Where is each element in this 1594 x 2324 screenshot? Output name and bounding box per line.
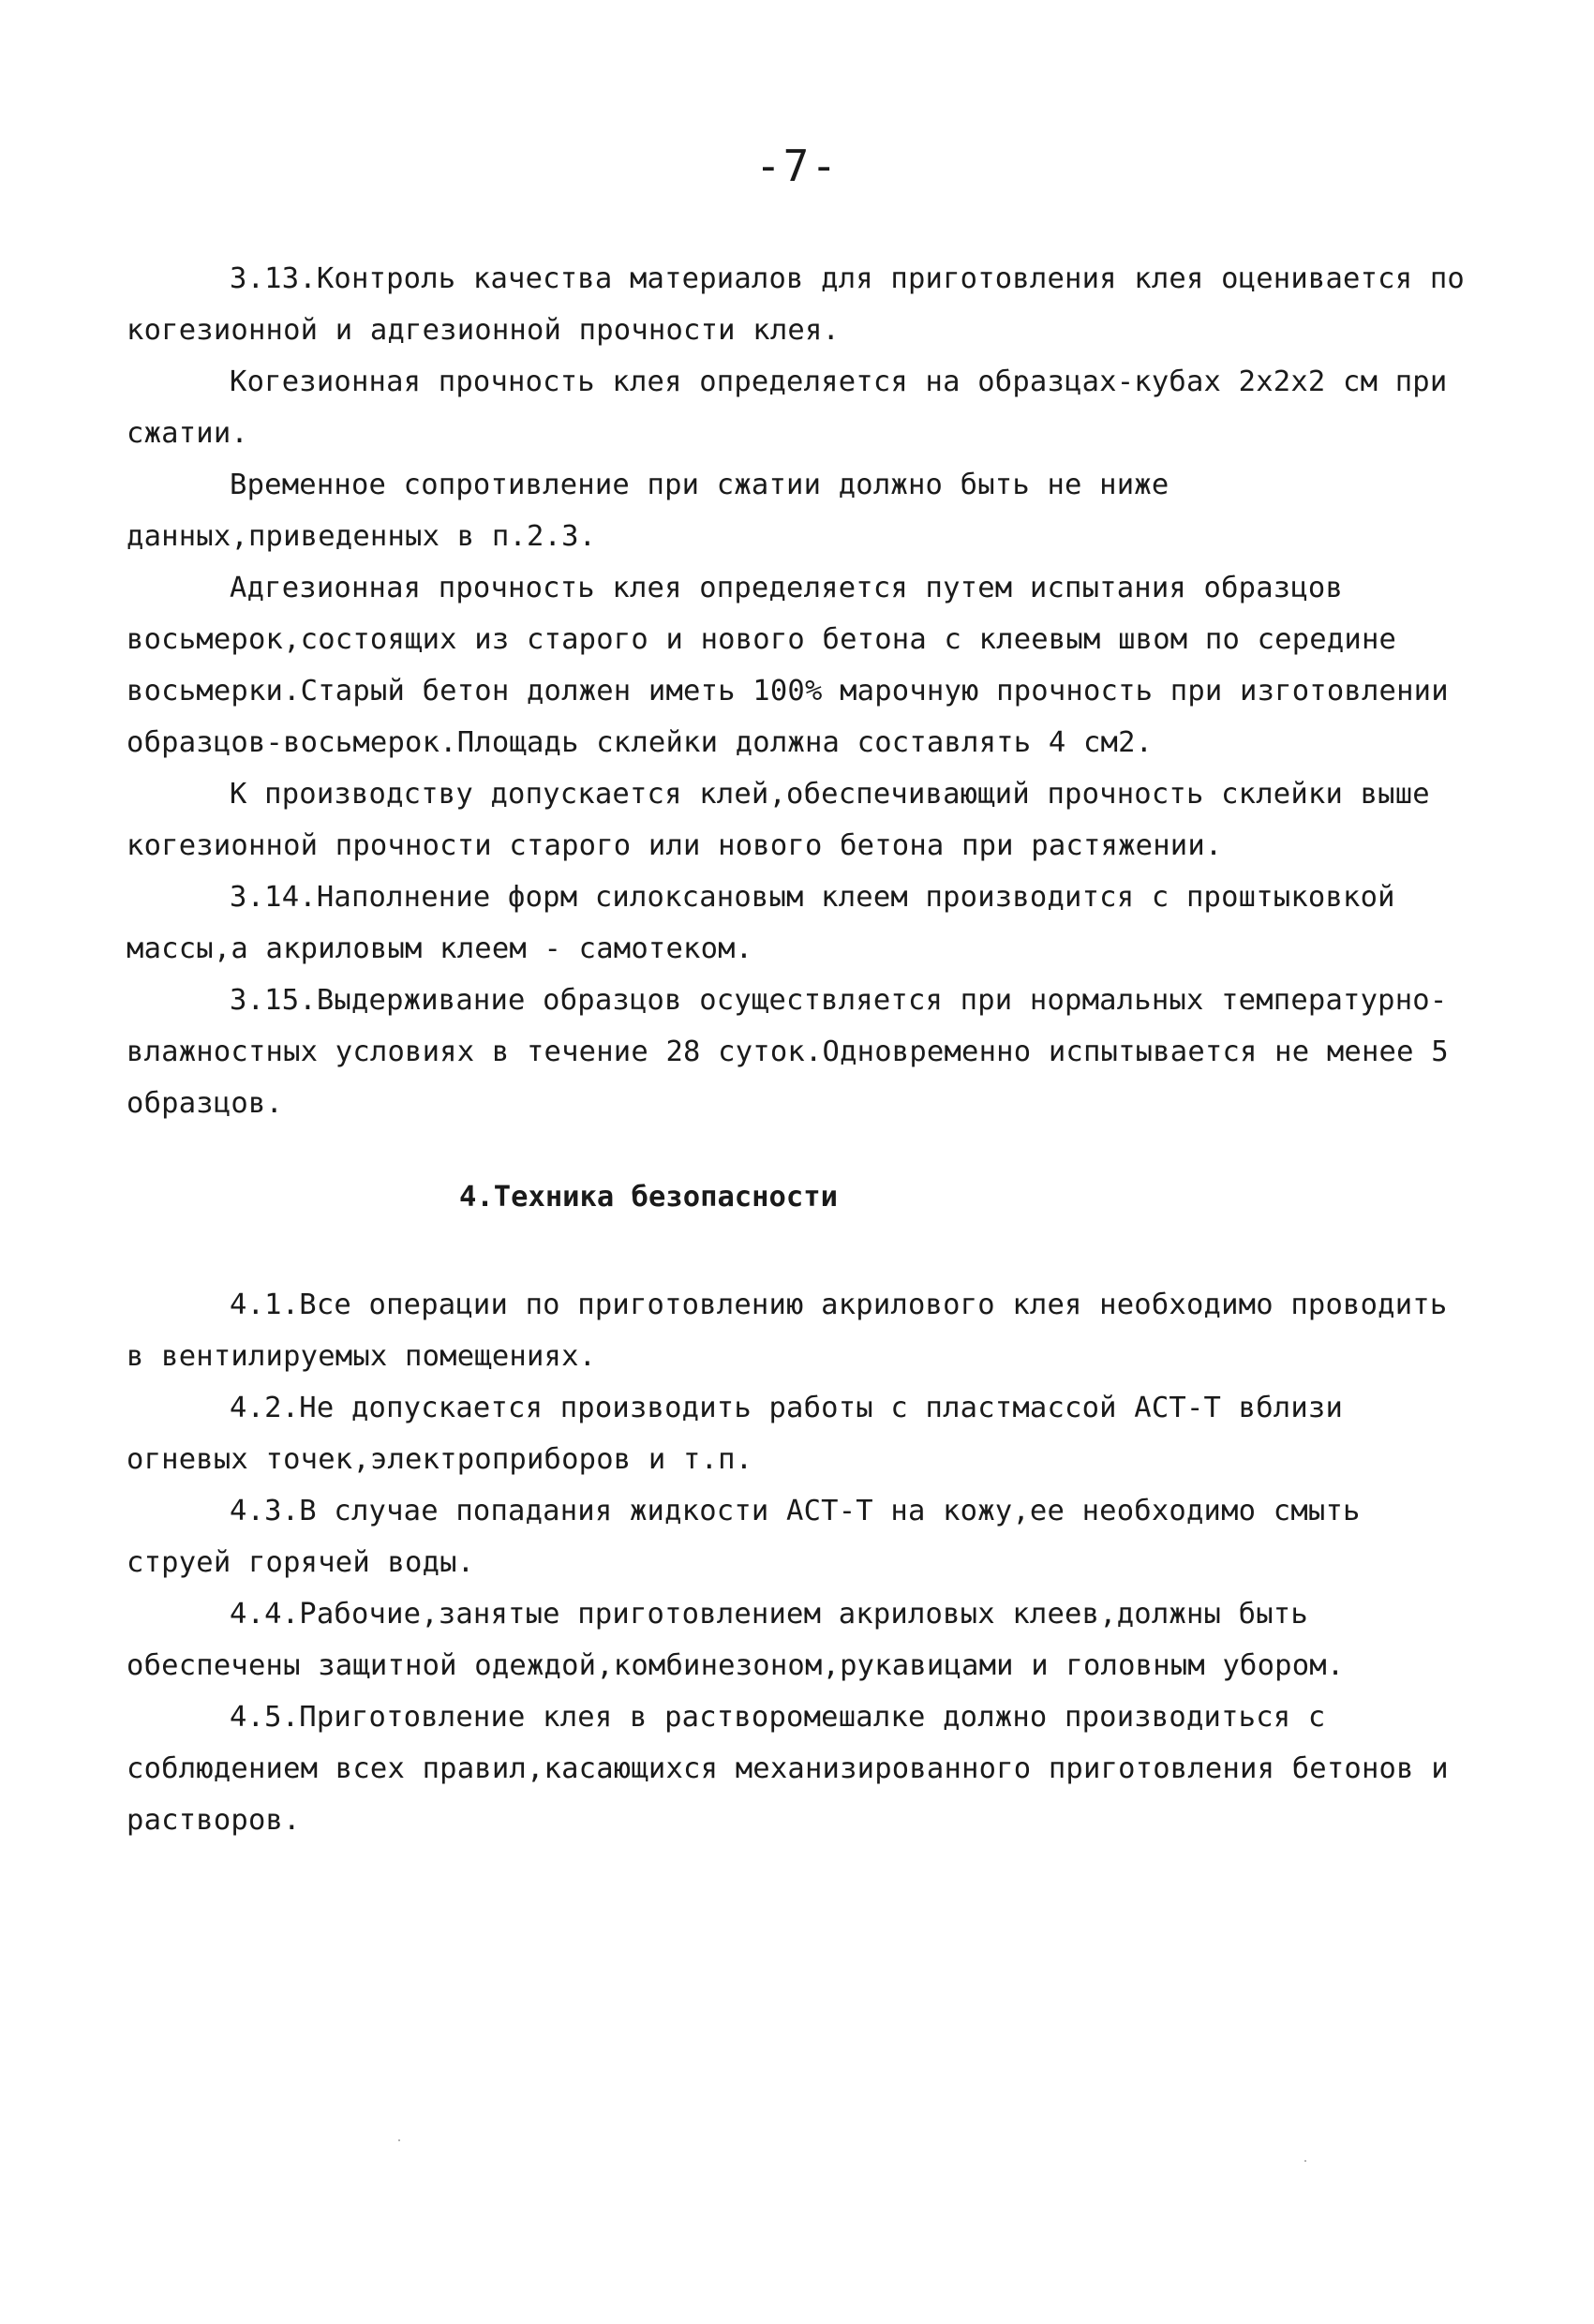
scan-speck — [1304, 2160, 1306, 2162]
paragraph-cohesive-strength: Когезионная прочность клея определяется на образцах-кубах 2x2x2 см при сжатии. — [127, 365, 1448, 450]
paragraph-4-1: 4.1.Все операции по приготовлению акрилового клея необходимо проводить в вентилируемых помещениях. — [127, 1289, 1448, 1373]
paragraph-4-4: 4.4.Рабочие,занятые приготовлением акриловых клеев,должны быть обеспечены защитной одеждой,комбинезоном,рукавицами и головным убором. — [127, 1598, 1345, 1682]
section-heading-safety: 4.Техника безопасности — [459, 1181, 838, 1214]
document-body — [127, 253, 1476, 1846]
paragraph-production-admission: К производству допускается клей,обеспечивающий прочность склейки выше когезионной прочности старого или нового бетона при растяжении. — [127, 778, 1430, 862]
paragraph-4-3: 4.3.В случае попадания жидкости АСТ-Т на кожу,ее необходимо смыть струей горячей воды. — [127, 1495, 1361, 1579]
paragraph-adhesive-strength: Адгезионная прочность клея определяется путем испытания образцов восьмерок,состоящих из старого и нового бетона с клеевым швом по середине восьмерки.Старый бетон должен иметь 100% марочную прочность при изготовлении образцов-восьмерок.Площадь склейки должна составлять 4 см2. — [127, 572, 1449, 759]
paragraph-4-5: 4.5.Приготовление клея в растворомешалке должно производиться с соблюдением всех правил,касающихся механизированного приготовления бетонов и растворов. — [127, 1701, 1449, 1837]
page-number: -7- — [754, 141, 840, 191]
paragraph-3-15: 3.15.Выдерживание образцов осуществляется при нормальных температурно-влажностных условиях в течение 28 суток.Одновременно испытывается не менее 5 образцов. — [127, 984, 1449, 1120]
paragraph-compression-resistance: Временное сопротивление при сжатии должно быть не ниже данных,приведенных в п.2.3. — [127, 469, 1169, 553]
scan-speck — [398, 2139, 400, 2141]
paragraph-3-13: 3.13.Контроль качества материалов для приготовления клея оценивается по когезионной и адгезионной прочности клея. — [127, 262, 1465, 347]
paragraph-4-2: 4.2.Не допускается производить работы с пластмассой АСТ-Т вблизи огневых точек,электроприборов и т.п. — [127, 1392, 1344, 1476]
paragraph-3-14: 3.14.Наполнение форм силоксановым клеем производится с проштыковкой массы,а акриловым клеем - самотеком. — [127, 881, 1395, 965]
